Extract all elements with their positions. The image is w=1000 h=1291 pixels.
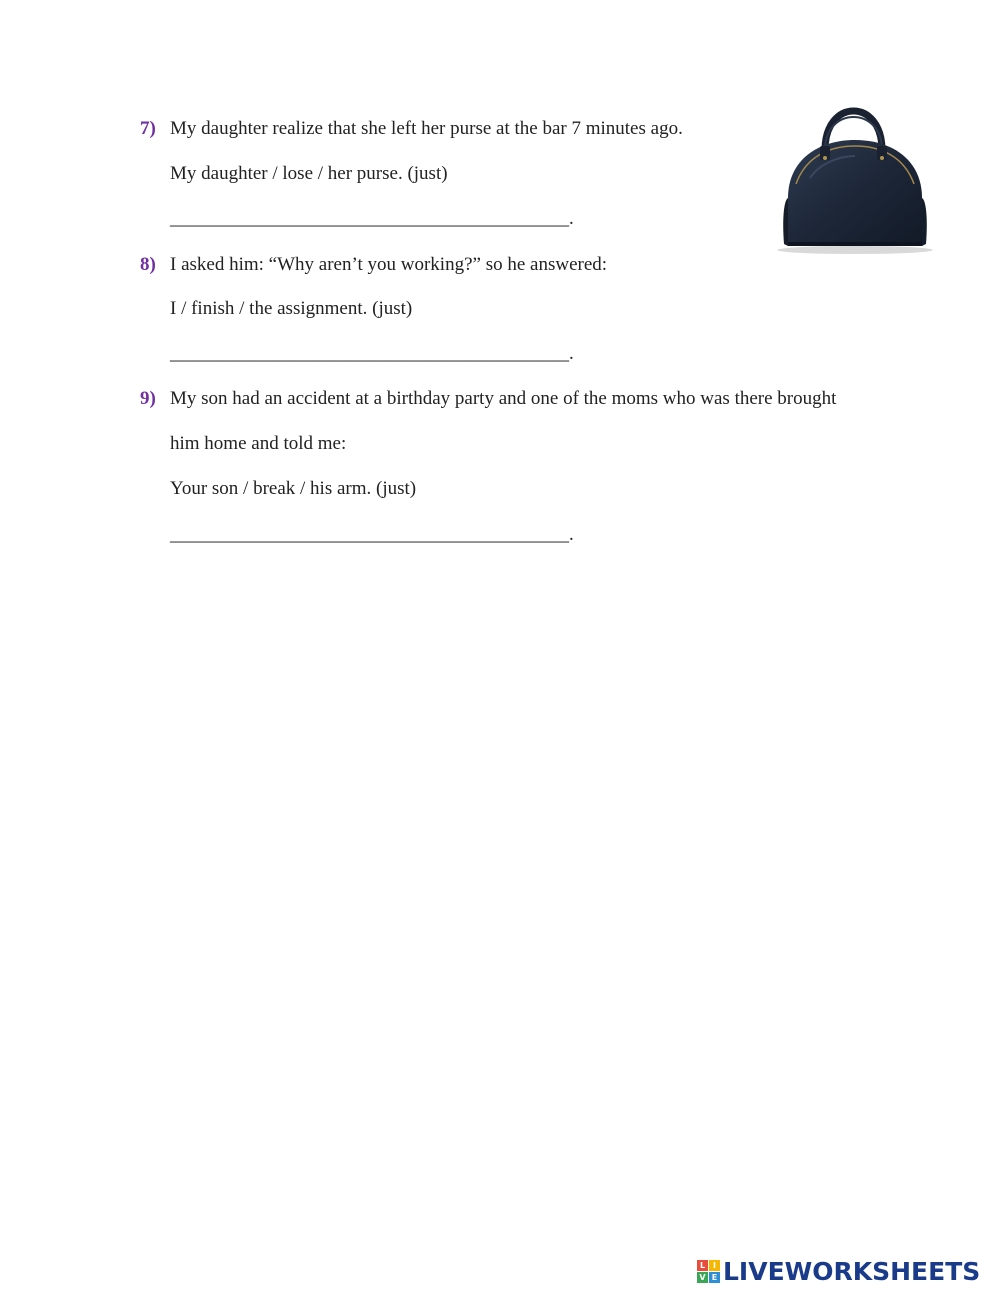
answer-blank[interactable]: __________________________________________. [170,343,574,364]
liveworksheets-logo [697,1256,980,1286]
question-cue: I / finish / the assignment. (just) [170,298,413,319]
logo-square-v: V [697,1272,708,1283]
logo-text: LIVEWORKSHEETS [723,1256,981,1286]
question-prompt: My daughter realize that she left her purse at the bar 7 minutes ago. [170,118,683,139]
question-cue: Your son / break / his arm. (just) [170,478,417,499]
logo-square-e: E [709,1272,720,1283]
question-number: 7) [140,118,156,139]
question-cue: My daughter / lose / her purse. (just) [170,163,448,184]
logo-squares [697,1260,720,1283]
handbag-icon [770,88,940,258]
question-prompt: My son had an accident at a birthday party and one of the moms who was there brought [170,388,837,409]
question-number: 9) [140,388,156,409]
logo-square-l: L [697,1260,708,1271]
question-number: 8) [140,254,156,275]
question-prompt-continued: him home and told me: [170,433,347,454]
logo-square-i: I [709,1260,720,1271]
question-prompt: I asked him: “Why aren’t you working?” so he answered: [170,254,608,275]
handbag-illustration [770,88,940,258]
answer-blank[interactable]: __________________________________________. [170,524,574,545]
answer-blank[interactable]: __________________________________________. [170,208,574,229]
